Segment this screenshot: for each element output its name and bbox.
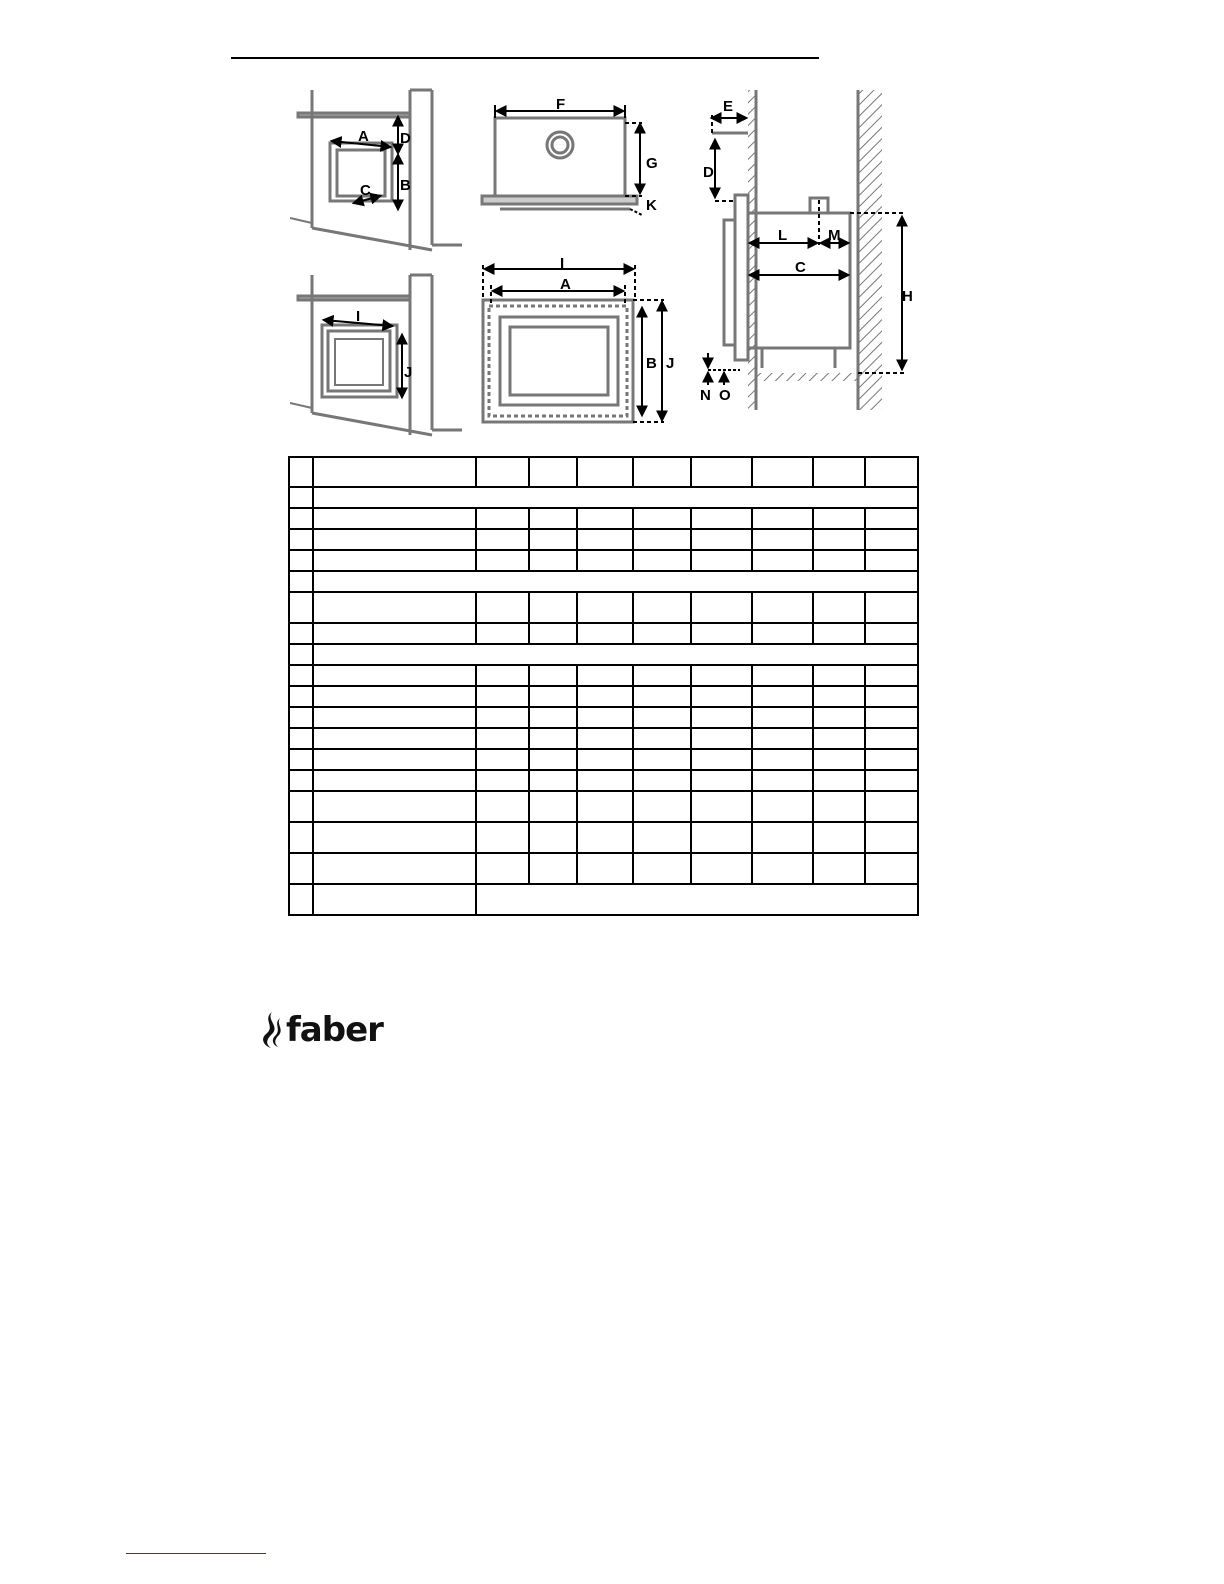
footer-link-underline[interactable] (126, 1553, 266, 1554)
table-header-row (289, 457, 918, 487)
fireplace-dimension-diagram (290, 85, 930, 440)
label-m: M (828, 227, 841, 244)
faber-logo (258, 1010, 383, 1050)
table-row (289, 623, 918, 644)
table-row (289, 550, 918, 571)
side-view (712, 90, 882, 410)
label-a-1: A (358, 128, 369, 145)
table-row (289, 508, 918, 529)
front-view (483, 300, 633, 422)
table-section-row (289, 644, 918, 665)
label-a-2: A (560, 276, 571, 293)
top-view (482, 118, 637, 209)
label-j-2: J (666, 355, 675, 372)
label-g: G (646, 155, 658, 172)
table-row (289, 707, 918, 728)
table-section-row (289, 487, 918, 508)
label-l: L (778, 227, 788, 244)
label-d-2: D (703, 164, 714, 181)
table-row (289, 529, 918, 550)
label-i-1: I (356, 308, 361, 325)
specification-table (288, 456, 919, 916)
table-section-row (289, 571, 918, 592)
label-b-1: B (400, 177, 411, 194)
table-row (289, 791, 918, 822)
flame-icon (258, 1010, 284, 1050)
table-merged-row (289, 884, 918, 915)
table-row (289, 728, 918, 749)
label-b-2: B (646, 355, 657, 372)
label-i-2: I (560, 255, 565, 272)
table-row (289, 822, 918, 853)
table-row (289, 665, 918, 686)
label-c-1: C (360, 182, 371, 199)
label-e: E (723, 98, 734, 115)
label-k: K (646, 197, 657, 214)
table-row (289, 686, 918, 707)
top-rule (231, 57, 819, 59)
brand-name: faber (286, 1010, 383, 1050)
label-h: H (902, 288, 913, 305)
label-c-2: C (795, 259, 806, 276)
niche-view (290, 90, 462, 250)
label-j-1: J (404, 364, 413, 381)
table-row (289, 592, 918, 623)
label-d-1: D (400, 130, 411, 147)
label-f: F (556, 96, 566, 113)
table-row (289, 749, 918, 770)
table-row (289, 853, 918, 884)
table-row (289, 770, 918, 791)
label-n: N (700, 387, 711, 404)
frame-view (290, 275, 462, 435)
label-o: O (719, 387, 731, 404)
